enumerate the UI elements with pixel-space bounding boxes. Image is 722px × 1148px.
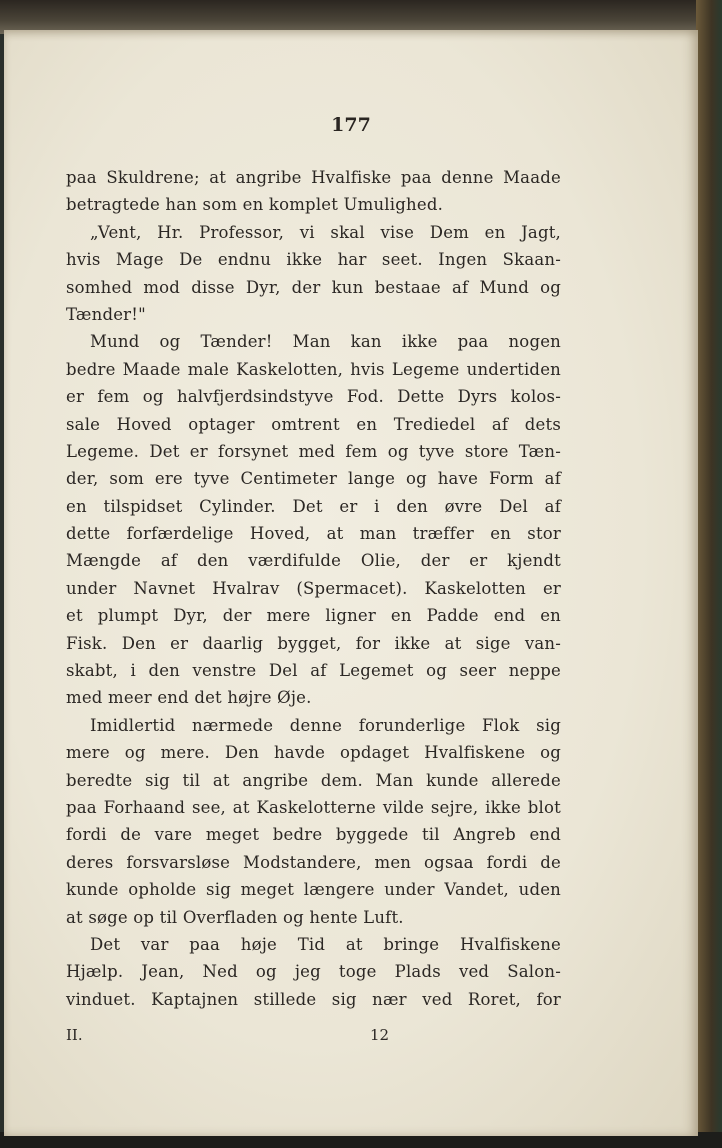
signature-number: 12: [370, 1026, 390, 1044]
text-line: bedre Maade male Kaskelotten, hvis Legeme undertiden: [66, 359, 561, 379]
book-page: [4, 30, 698, 1136]
signature-volume-mark: II.: [66, 1026, 83, 1044]
text-line: dette forfærdelige Hoved, at man træffer en stor: [66, 524, 561, 544]
text-line: Mængde af den værdifulde Olie, der er kjendt: [66, 551, 561, 571]
text-line: mere og mere. Den havde opdaget Hvalfiskene og: [66, 743, 561, 763]
text-line: „Vent, Hr. Professor, vi skal vise Dem en Jagt,: [90, 222, 561, 242]
text-line: deres forsvarsløse Modstandere, men ogsaa fordi de: [66, 852, 561, 872]
text-line: skabt, i den venstre Del af Legemet og seer neppe: [66, 661, 561, 681]
text-line: at søge op til Overfladen og hente Luft.: [66, 907, 404, 927]
text-line: betragtede han som en komplet Umulighed.: [66, 195, 444, 215]
body-text: [66, 164, 561, 1013]
book-cover-top-edge: [0, 0, 722, 34]
text-line: under Navnet Hvalrav (Spermacet). Kaskelotten er: [66, 578, 561, 598]
text-line: er fem og halvfjerdsindstyve Fod. Dette Dyrs kolos-: [66, 387, 561, 407]
text-line: Det var paa høje Tid at bringe Hvalfiskene: [90, 934, 561, 954]
text-line: Mund og Tænder! Man kan ikke paa nogen: [90, 332, 561, 352]
text-line: Legeme. Det er forsynet med fem og tyve store Tæn-: [66, 441, 561, 461]
text-line: med meer end det højre Øje.: [66, 688, 312, 708]
text-line: Imidlertid nærmede denne forunderlige Flok sig: [90, 715, 561, 735]
text-line: en tilspidset Cylinder. Det er i den øvre Del af: [66, 496, 561, 516]
text-line: somhed mod disse Dyr, der kun bestaae af Mund og: [66, 277, 561, 297]
text-line: fordi de vare meget bedre byggede til Angreb end: [66, 825, 561, 845]
text-line: hvis Mage De endnu ikke har seet. Ingen Skaan-: [66, 250, 561, 270]
text-line: sale Hoved optager omtrent en Trediedel af dets: [66, 414, 561, 434]
text-line: der, som ere tyve Centimeter lange og have Form af: [66, 469, 561, 489]
page-footer: [66, 1026, 561, 1050]
text-line: kunde opholde sig meget længere under Vandet, uden: [66, 880, 561, 900]
text-line: Hjælp. Jean, Ned og jeg toge Plads ved Salon-: [66, 962, 561, 982]
text-line: paa Skuldrene; at angribe Hvalfiske paa denne Maade: [66, 168, 561, 187]
book-cover-right-edge: [696, 0, 722, 1148]
text-line: paa Forhaand see, at Kaskelotterne vilde sejre, ikke blot: [66, 797, 561, 817]
text-line: beredte sig til at angribe dem. Man kunde allerede: [66, 770, 561, 790]
text-line: Fisk. Den er daarlig bygget, for ikke at sige van-: [66, 633, 561, 653]
text-line: vinduet. Kaptajnen stillede sig nær ved Roret, for: [66, 989, 561, 1009]
page-number: 177: [331, 114, 371, 136]
text-line: et plumpt Dyr, der mere ligner en Padde end en: [66, 606, 561, 626]
text-line: Tænder!": [66, 304, 146, 324]
